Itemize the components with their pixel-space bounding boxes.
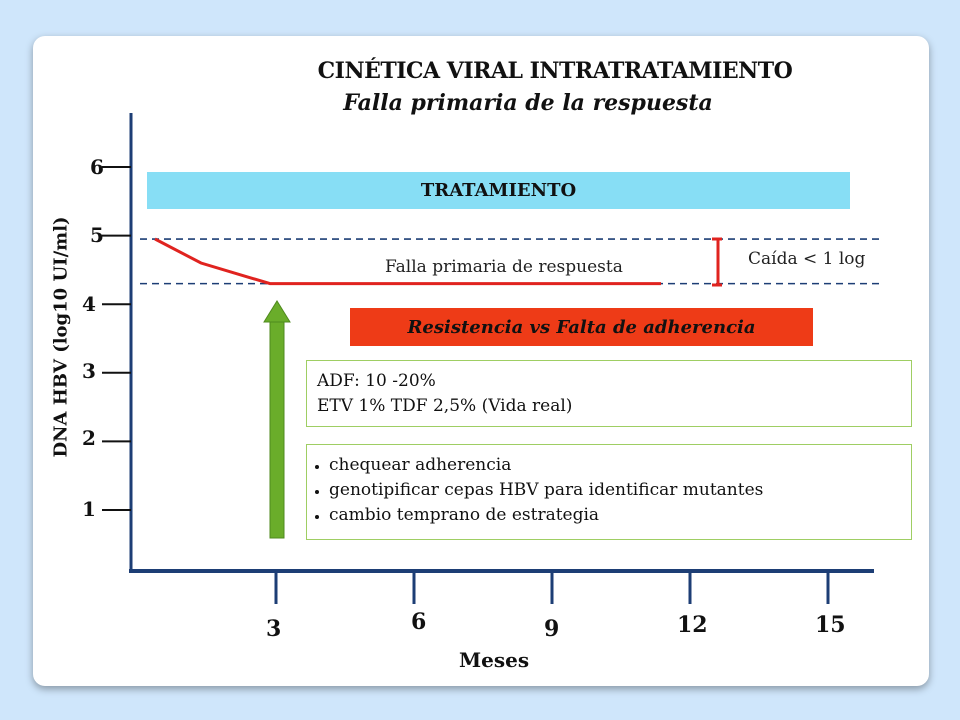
x-ticks	[276, 573, 828, 604]
up-arrow-shaft	[270, 322, 284, 538]
x-tick-label-3: 3	[266, 616, 282, 642]
y-tick-label-6: 6	[90, 155, 104, 179]
up-arrow-head	[264, 301, 290, 322]
y-tick-label-1: 1	[82, 497, 96, 521]
list-item: • chequear adherencia	[329, 453, 901, 478]
list-item: • cambio temprano de estrategia	[329, 503, 901, 528]
actions-list	[317, 453, 901, 528]
list-item: • genotipificar cepas HBV para identificar mutantes	[329, 478, 901, 503]
rates-line: ADF: 10 -20%	[317, 371, 436, 391]
x-axis-label: Meses	[459, 648, 530, 672]
curve-annotation: Falla primaria de respuesta	[385, 257, 623, 277]
chart-subtitle: Falla primaria de la respuesta	[343, 90, 713, 116]
rates-box	[306, 360, 912, 427]
y-axis-label: DNA HBV (log10 UI/ml)	[50, 216, 72, 458]
y-tick-label-2: 2	[82, 426, 96, 450]
y-ticks	[102, 167, 131, 510]
rates-line: ETV 1% TDF 2,5% (Vida real)	[317, 396, 573, 416]
x-tick-label-9: 9	[544, 616, 560, 642]
actions-box	[306, 444, 912, 540]
x-tick-label-15: 15	[815, 612, 846, 638]
y-tick-label-4: 4	[82, 292, 96, 316]
drop-annotation: Caída < 1 log	[748, 249, 866, 269]
treatment-band: TRATAMIENTO	[147, 172, 850, 209]
y-tick-label-3: 3	[82, 359, 96, 383]
y-tick-label-5: 5	[90, 223, 104, 247]
resistance-box: Resistencia vs Falta de adherencia	[350, 308, 813, 346]
chart-title: CINÉTICA VIRAL INTRATRATAMIENTO	[317, 58, 793, 84]
x-tick-label-6: 6	[411, 609, 427, 635]
x-tick-label-12: 12	[677, 612, 708, 638]
